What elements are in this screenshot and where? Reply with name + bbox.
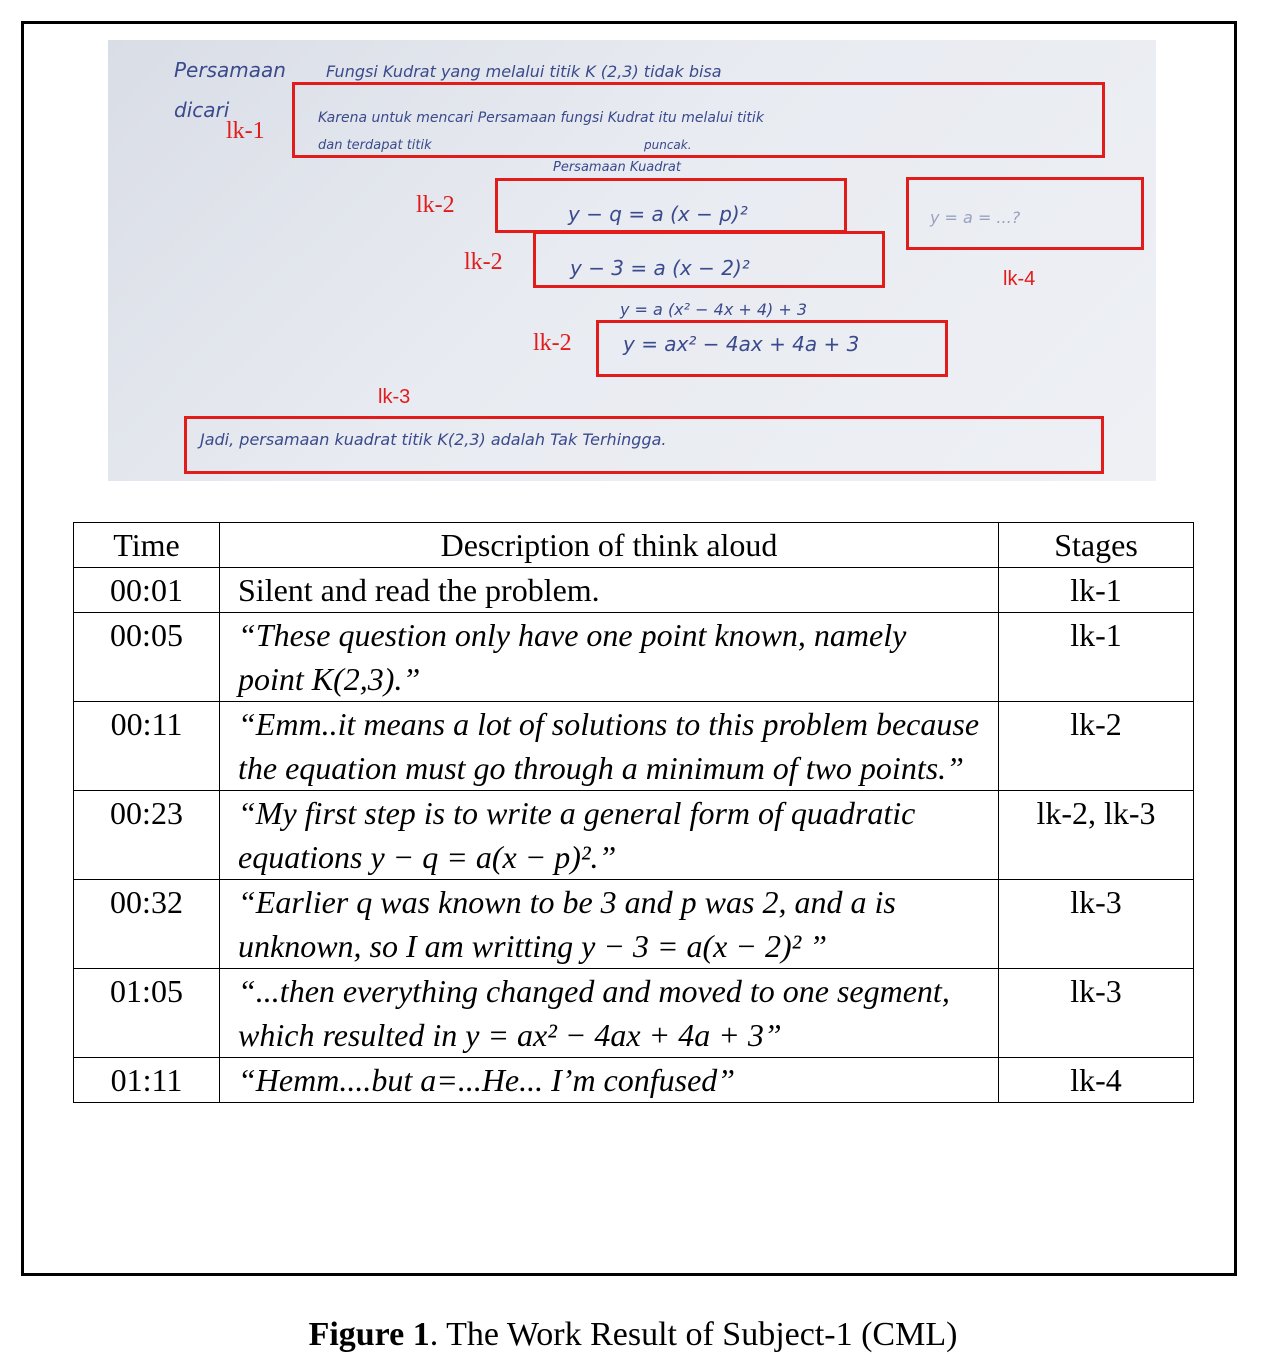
stage-cell: lk-1 [999,568,1194,613]
figure-caption [0,1316,1266,1354]
stage-cell: lk-2 [999,702,1194,791]
handwriting-unknown: y = a = ...? [930,208,1021,227]
stage-cell: lk-1 [999,613,1194,702]
handwriting-equation: y − q = a (x − p)² [568,202,748,226]
time-cell: 00:11 [74,702,220,791]
time-cell: 00:23 [74,791,220,880]
stage-label: lk-1 [226,118,265,144]
handwriting-equation: y − 3 = a (x − 2)² [570,256,750,280]
caption-label: Figure 1 [308,1316,430,1353]
description-cell: “...then everything changed and moved to one segment, which resulted in y = ax² − 4ax + 4a + 3” [220,969,999,1058]
handwriting-conclusion: Jadi, persamaan kuadrat titik K(2,3) adalah Tak Terhingga. [200,430,667,449]
time-cell: 01:11 [74,1058,220,1103]
description-cell: Silent and read the problem. [220,568,999,613]
stage-label: lk-2 [533,330,572,356]
description-cell: “Earlier q was known to be 3 and p was 2, and a is unknown, so I am writting y − 3 = a(x − 2)² ” [220,880,999,969]
annotation-box-lk3 [184,416,1104,474]
annotation-box-lk4 [906,177,1144,250]
think-aloud-table [73,522,1194,1103]
handwriting-line: Persamaan Kuadrat [553,160,681,175]
time-cell: 01:05 [74,969,220,1058]
stage-cell: lk-2, lk-3 [999,791,1194,880]
description-cell: “My first step is to write a general form of quadratic equations y − q = a(x − p)².” [220,791,999,880]
table-row [74,880,1194,969]
stage-label: lk-2 [464,249,503,275]
description-cell: “Emm..it means a lot of solutions to this problem because the equation must go through a minimum of two points.” [220,702,999,791]
time-cell: 00:01 [74,568,220,613]
header-time: Time [74,523,220,568]
time-cell: 00:32 [74,880,220,969]
table-header-row [74,523,1194,568]
handwriting-line: dicari [174,98,230,122]
handwriting-equation: y = ax² − 4ax + 4a + 3 [623,332,860,356]
time-cell: 00:05 [74,613,220,702]
handwriting-line: dan terdapat titik [318,138,432,153]
header-stages: Stages [999,523,1194,568]
stage-cell: lk-3 [999,969,1194,1058]
stage-cell: lk-3 [999,880,1194,969]
annotation-box-lk2 [495,178,847,233]
handwriting-line: Persamaan [174,58,286,82]
stage-label: lk-3 [378,386,411,408]
description-cell: “Hemm....but a=...He... I’m confused” [220,1058,999,1103]
annotation-box-lk2 [533,231,885,288]
caption-text: . The Work Result of Subject-1 (CML) [429,1316,958,1353]
handwriting-line: Karena untuk mencari Persamaan fungsi Kudrat itu melalui titik [318,110,764,126]
description-cell: “These question only have one point known, namely point K(2,3).” [220,613,999,702]
annotation-box-lk2 [596,320,948,377]
handwriting-equation: y = a (x² − 4x + 4) + 3 [620,300,808,319]
annotation-box-lk1 [292,82,1105,158]
stage-cell: lk-4 [999,1058,1194,1103]
table-row [74,791,1194,880]
table-row [74,969,1194,1058]
handwriting-line: Fungsi Kudrat yang melalui titik K (2,3) tidak bisa [326,62,722,81]
table-row [74,1058,1194,1103]
table-row [74,702,1194,791]
handwriting-photo [108,40,1156,481]
handwriting-line: puncak. [644,138,692,152]
header-description: Description of think aloud [220,523,999,568]
table-row [74,613,1194,702]
stage-label: lk-2 [416,192,455,218]
stage-label: lk-4 [1003,268,1036,290]
table-row [74,568,1194,613]
